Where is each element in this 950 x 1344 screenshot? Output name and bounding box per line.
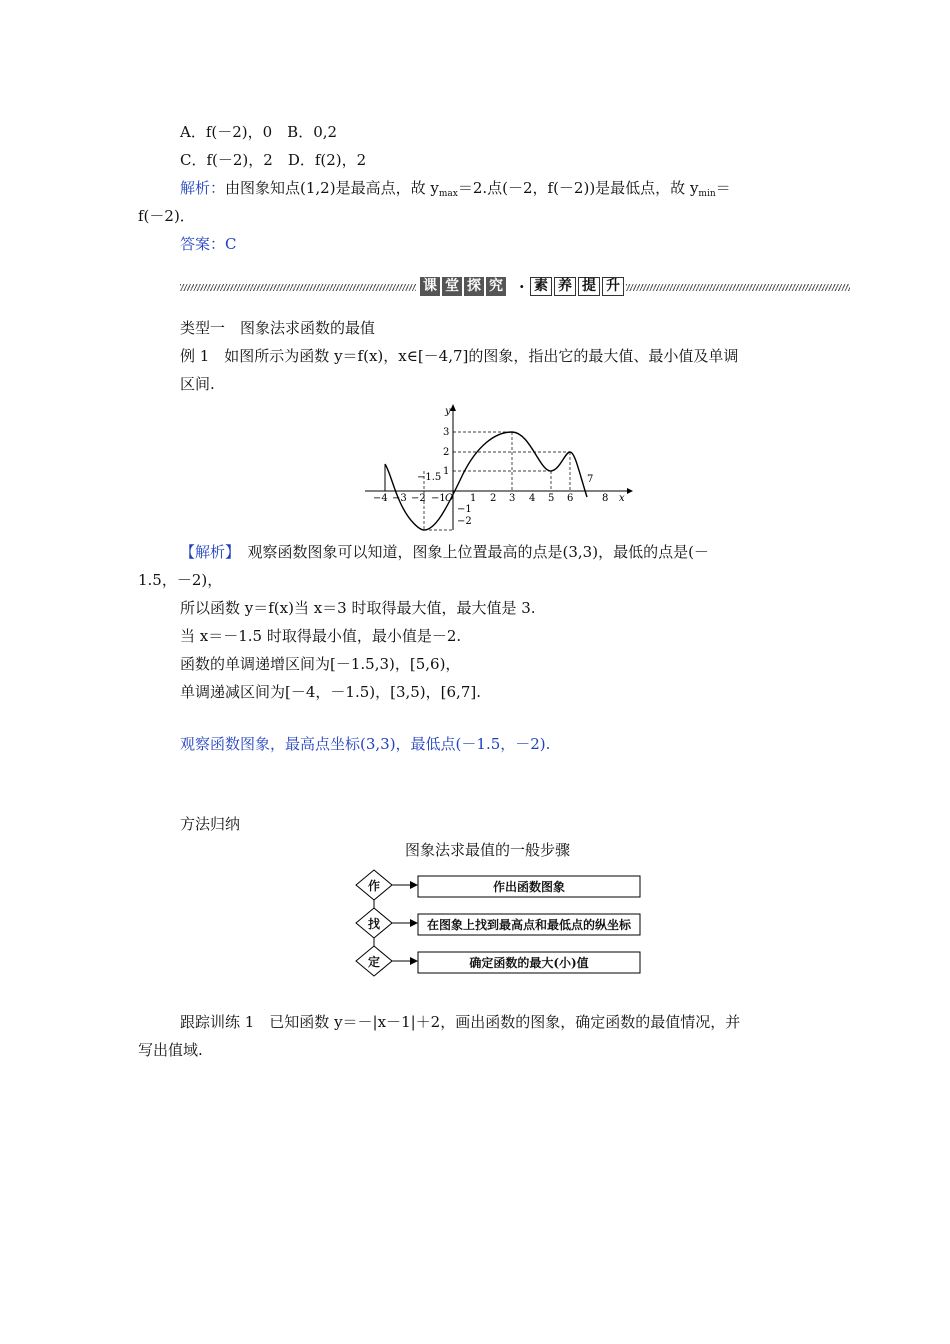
answer-value: C: [225, 235, 237, 253]
analysis-line: [180, 178, 731, 204]
solution-text-1: 观察函数图象可以知道，图象上位置最高的点是(3,3)，最低的点是(－: [232, 543, 709, 561]
x-tick-6: 6: [567, 493, 574, 504]
x-tick-neg2: −2: [411, 493, 426, 504]
x-tick-neg3: −3: [392, 493, 407, 504]
subscript-min: min: [698, 189, 716, 199]
answer-line: [180, 234, 237, 254]
origin-label: O: [445, 493, 454, 504]
practice-line-2: 写出值域.: [138, 1041, 203, 1059]
step-key-3: 定: [367, 955, 380, 969]
banner-char: 提: [578, 277, 600, 296]
option-line-cd: C．f(－2)，2 D．f(2)，2: [180, 151, 367, 169]
x-tick-3: 3: [509, 493, 516, 504]
x-tick-1: 1: [470, 493, 477, 504]
banner-char: 堂: [442, 277, 462, 296]
step-text-1: 作出函数图象: [492, 880, 565, 894]
analysis-text-b: ＝2.点(－2，f(－2))是最低点，故 y: [457, 179, 699, 197]
step-key-2: 找: [367, 917, 380, 931]
x-tick-4: 4: [529, 493, 536, 504]
arrow-right-icon: [410, 881, 418, 889]
analysis-line-2: f(－2)．: [138, 207, 195, 225]
y-tick-2: 2: [443, 447, 450, 458]
x-tick-7: 7: [587, 474, 594, 485]
x-tick-neg4: −4: [373, 493, 388, 504]
diagram-title: 图象法求最值的一般步骤: [405, 841, 571, 859]
subscript-max: max: [438, 189, 458, 199]
solution-line-4: 当 x＝－1.5 时取得最小值，最小值是－2.: [180, 627, 462, 645]
x-tick-5: 5: [548, 493, 555, 504]
example-line-2: 区间.: [180, 375, 215, 393]
analysis-text-a: 由图象知点(1,2)是最高点，故 y: [225, 179, 439, 197]
arrow-right-icon: [410, 919, 418, 927]
solution-line-2: 1.5，－2)，: [138, 571, 223, 589]
banner-hatch-right: [626, 284, 850, 291]
x-tick-neg1: −1: [431, 493, 446, 504]
banner-char: 课: [420, 277, 440, 296]
solution-line-1: [180, 542, 709, 562]
y-axis-arrow-icon: [450, 404, 456, 411]
x-tick-8: 8: [602, 493, 609, 504]
section-banner: [180, 276, 850, 298]
y-tick-3: 3: [443, 427, 450, 438]
practice-line-1: 跟踪训练 1 已知函数 y＝－|x－1|＋2，画出函数的图象，确定函数的最值情况，并: [180, 1013, 741, 1031]
solution-line-6: 单调递减区间为[－4，－1.5)，[3,5)，[6,7].: [180, 683, 481, 701]
banner-char: 素: [530, 277, 552, 296]
hint-line: 观察函数图象，最高点坐标(3,3)，最低点(－1.5，－2).: [180, 735, 551, 753]
type-title: 类型一 图象法求函数的最值: [180, 319, 376, 337]
solution-line-5: 函数的单调递增区间为[－1.5,3)，[5,6)，: [180, 655, 461, 673]
y-tick-neg1: −1: [457, 504, 472, 515]
step-text-3: 确定函数的最大(小)值: [469, 956, 589, 970]
y-axis-label: y: [445, 406, 451, 417]
x-tick-2: 2: [490, 493, 497, 504]
banner-dot: ·: [519, 276, 525, 296]
solution-label: 【解析】: [180, 543, 233, 561]
y-tick-neg2: −2: [457, 516, 472, 527]
x-axis-arrow-icon: [627, 488, 633, 494]
banner-char: 升: [602, 277, 624, 296]
banner-tag-right: [530, 276, 626, 296]
annotation-neg-1-5: −1.5: [417, 472, 442, 483]
step-key-1: 作: [367, 879, 380, 893]
banner-char: 养: [554, 277, 576, 296]
answer-label: 答案：: [180, 235, 226, 253]
arrow-right-icon: [410, 957, 418, 965]
x-axis-label: x: [619, 493, 625, 504]
banner-tag-left: [420, 276, 508, 296]
banner-char: 探: [464, 277, 484, 296]
solution-line-3: 所以函数 y＝f(x)当 x＝3 时取得最大值，最大值是 3.: [180, 599, 536, 617]
analysis-text-c: ＝: [715, 179, 731, 197]
banner-hatch-left: [180, 284, 416, 291]
method-title: 方法归纳: [180, 815, 241, 833]
analysis-label: 解析：: [180, 179, 226, 197]
step-text-2: 在图象上找到最高点和最低点的纵坐标: [426, 918, 631, 932]
function-graph: [365, 402, 655, 532]
example-line-1: 例 1 如图所示为函数 y＝f(x)，x∈[－4,7]的图象，指出它的最大值、最小值及单调: [180, 347, 739, 365]
y-tick-1: 1: [443, 466, 450, 477]
option-line-ab: A．f(－2)，0 B．0,2: [180, 123, 338, 141]
banner-char: 究: [486, 277, 506, 296]
function-curve: [385, 432, 587, 530]
